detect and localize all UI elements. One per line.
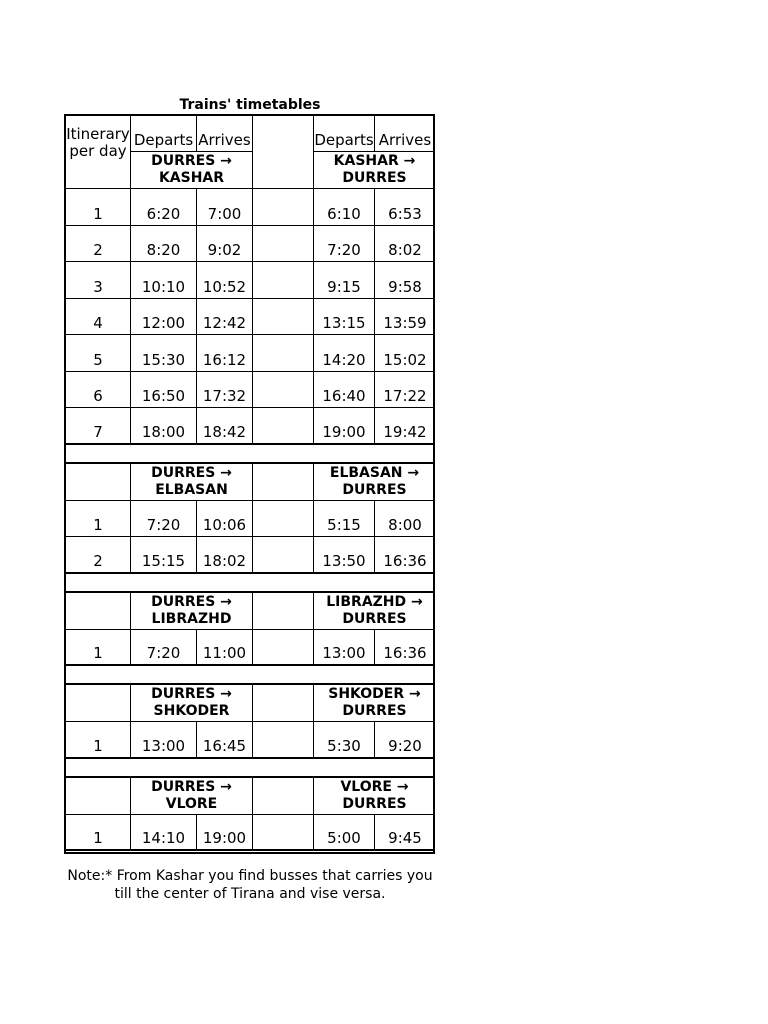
itinerary-number: 6 [66, 372, 131, 409]
route-inbound-label: VLORE → DURRES [314, 778, 435, 815]
arrives-header: Arrives [375, 116, 435, 152]
gap-cell [253, 593, 314, 630]
timetable-row [66, 722, 433, 759]
depart-time: 14:10 [131, 815, 197, 852]
route-inbound-label: SHKODER → DURRES [314, 685, 435, 722]
route-outbound-label: DURRES → LIBRAZHD [131, 593, 253, 630]
itinerary-number: 7 [66, 408, 131, 445]
arrive-time: 11:00 [197, 630, 253, 667]
arrive-time: 17:22 [375, 372, 435, 409]
spacer-cell [66, 666, 435, 685]
spacer-cell [66, 445, 435, 464]
gap-cell [253, 299, 314, 336]
arrive-time: 16:36 [375, 630, 435, 667]
depart-time: 9:15 [314, 262, 375, 299]
depart-time: 13:15 [314, 299, 375, 336]
arrive-time: 8:00 [375, 501, 435, 538]
timetable-row [66, 372, 433, 409]
itinerary-empty-cell [66, 593, 131, 630]
arrive-time: 10:06 [197, 501, 253, 538]
depart-time: 16:40 [314, 372, 375, 409]
itinerary-empty-cell [66, 685, 131, 722]
timetable-row [66, 262, 433, 299]
itinerary-number: 2 [66, 226, 131, 263]
depart-time: 12:00 [131, 299, 197, 336]
gap-cell [253, 815, 314, 852]
depart-time: 5:15 [314, 501, 375, 538]
itinerary-number: 2 [66, 537, 131, 574]
arrive-time: 17:32 [197, 372, 253, 409]
itinerary-empty-cell [66, 778, 131, 815]
itinerary-empty-cell [66, 464, 131, 501]
gap-cell [253, 262, 314, 299]
timetable-row [66, 408, 433, 445]
spacer-cell [66, 574, 435, 593]
depart-time: 6:20 [131, 189, 197, 226]
timetable-row [66, 299, 433, 336]
arrive-time: 18:02 [197, 537, 253, 574]
depart-time: 18:00 [131, 408, 197, 445]
route-inbound-label: KASHAR → DURRES [314, 152, 435, 189]
timetable-row [66, 189, 433, 226]
gap-cell [253, 537, 314, 574]
arrive-time: 12:42 [197, 299, 253, 336]
arrive-time: 18:42 [197, 408, 253, 445]
route-outbound-label: DURRES → VLORE [131, 778, 253, 815]
depart-time: 7:20 [131, 630, 197, 667]
itinerary-number: 3 [66, 262, 131, 299]
departs-header: Departs [314, 116, 375, 152]
depart-time: 6:10 [314, 189, 375, 226]
arrive-time: 9:20 [375, 722, 435, 759]
depart-time: 19:00 [314, 408, 375, 445]
section-spacer [66, 574, 433, 593]
route-outbound-label: DURRES → SHKODER [131, 685, 253, 722]
arrive-time: 7:00 [197, 189, 253, 226]
itinerary-number: 1 [66, 722, 131, 759]
depart-time: 16:50 [131, 372, 197, 409]
section-spacer [66, 759, 433, 778]
arrive-time: 8:02 [375, 226, 435, 263]
route-outbound-label: DURRES → ELBASAN [131, 464, 253, 501]
itinerary-number: 4 [66, 299, 131, 336]
arrive-time: 15:02 [375, 335, 435, 372]
section-spacer [66, 445, 433, 464]
arrive-time: 16:36 [375, 537, 435, 574]
itinerary-number: 1 [66, 815, 131, 852]
gap-cell [253, 778, 314, 815]
depart-time: 10:10 [131, 262, 197, 299]
route-header-row [66, 685, 433, 722]
depart-time: 8:20 [131, 226, 197, 263]
arrive-time: 16:12 [197, 335, 253, 372]
gap-cell [253, 685, 314, 722]
depart-time: 13:50 [314, 537, 375, 574]
gap-cell [253, 408, 314, 445]
timetable-row [66, 335, 433, 372]
route-outbound-label: DURRES → KASHAR [131, 152, 253, 189]
route-header-row [66, 778, 433, 815]
timetable-row [66, 226, 433, 263]
itinerary-number: 1 [66, 501, 131, 538]
footnote: Note:* From Kashar you find busses that carries you till the center of Tirana and vise versa. [67, 868, 433, 902]
depart-time: 7:20 [314, 226, 375, 263]
gap-cell [253, 372, 314, 409]
route-header-row [66, 593, 433, 630]
route-inbound-label: LIBRAZHD → DURRES [314, 593, 435, 630]
gap-cell [253, 226, 314, 263]
header-row [66, 116, 433, 160]
itinerary-number: 1 [66, 630, 131, 667]
arrive-time: 19:00 [197, 815, 253, 852]
depart-time: 5:30 [314, 722, 375, 759]
arrive-time: 6:53 [375, 189, 435, 226]
timetable-row [66, 537, 433, 574]
depart-time: 13:00 [131, 722, 197, 759]
section-spacer [66, 666, 433, 685]
route-inbound-label: ELBASAN → DURRES [314, 464, 435, 501]
depart-time: 5:00 [314, 815, 375, 852]
gap-cell [253, 189, 314, 226]
itinerary-header: Itinerary per day [66, 116, 131, 189]
gap-cell [253, 335, 314, 372]
departs-header: Departs [131, 116, 197, 152]
arrive-time: 9:02 [197, 226, 253, 263]
route-header-row [66, 464, 433, 501]
gap-cell [253, 722, 314, 759]
timetable-row [66, 815, 433, 852]
gap-cell [253, 464, 314, 501]
gap-cell [253, 501, 314, 538]
arrive-time: 9:45 [375, 815, 435, 852]
gap-cell [253, 630, 314, 667]
itinerary-number: 1 [66, 189, 131, 226]
arrive-time: 13:59 [375, 299, 435, 336]
arrives-header: Arrives [197, 116, 253, 152]
page-title: Trains' timetables [179, 97, 321, 113]
timetable-row [66, 630, 433, 667]
depart-time: 14:20 [314, 335, 375, 372]
depart-time: 7:20 [131, 501, 197, 538]
arrive-time: 19:42 [375, 408, 435, 445]
depart-time: 15:30 [131, 335, 197, 372]
arrive-time: 10:52 [197, 262, 253, 299]
depart-time: 13:00 [314, 630, 375, 667]
timetable-row [66, 501, 433, 538]
arrive-time: 16:45 [197, 722, 253, 759]
arrive-time: 9:58 [375, 262, 435, 299]
itinerary-number: 5 [66, 335, 131, 372]
depart-time: 15:15 [131, 537, 197, 574]
timetable-grid [64, 114, 435, 854]
spacer-cell [66, 759, 435, 778]
